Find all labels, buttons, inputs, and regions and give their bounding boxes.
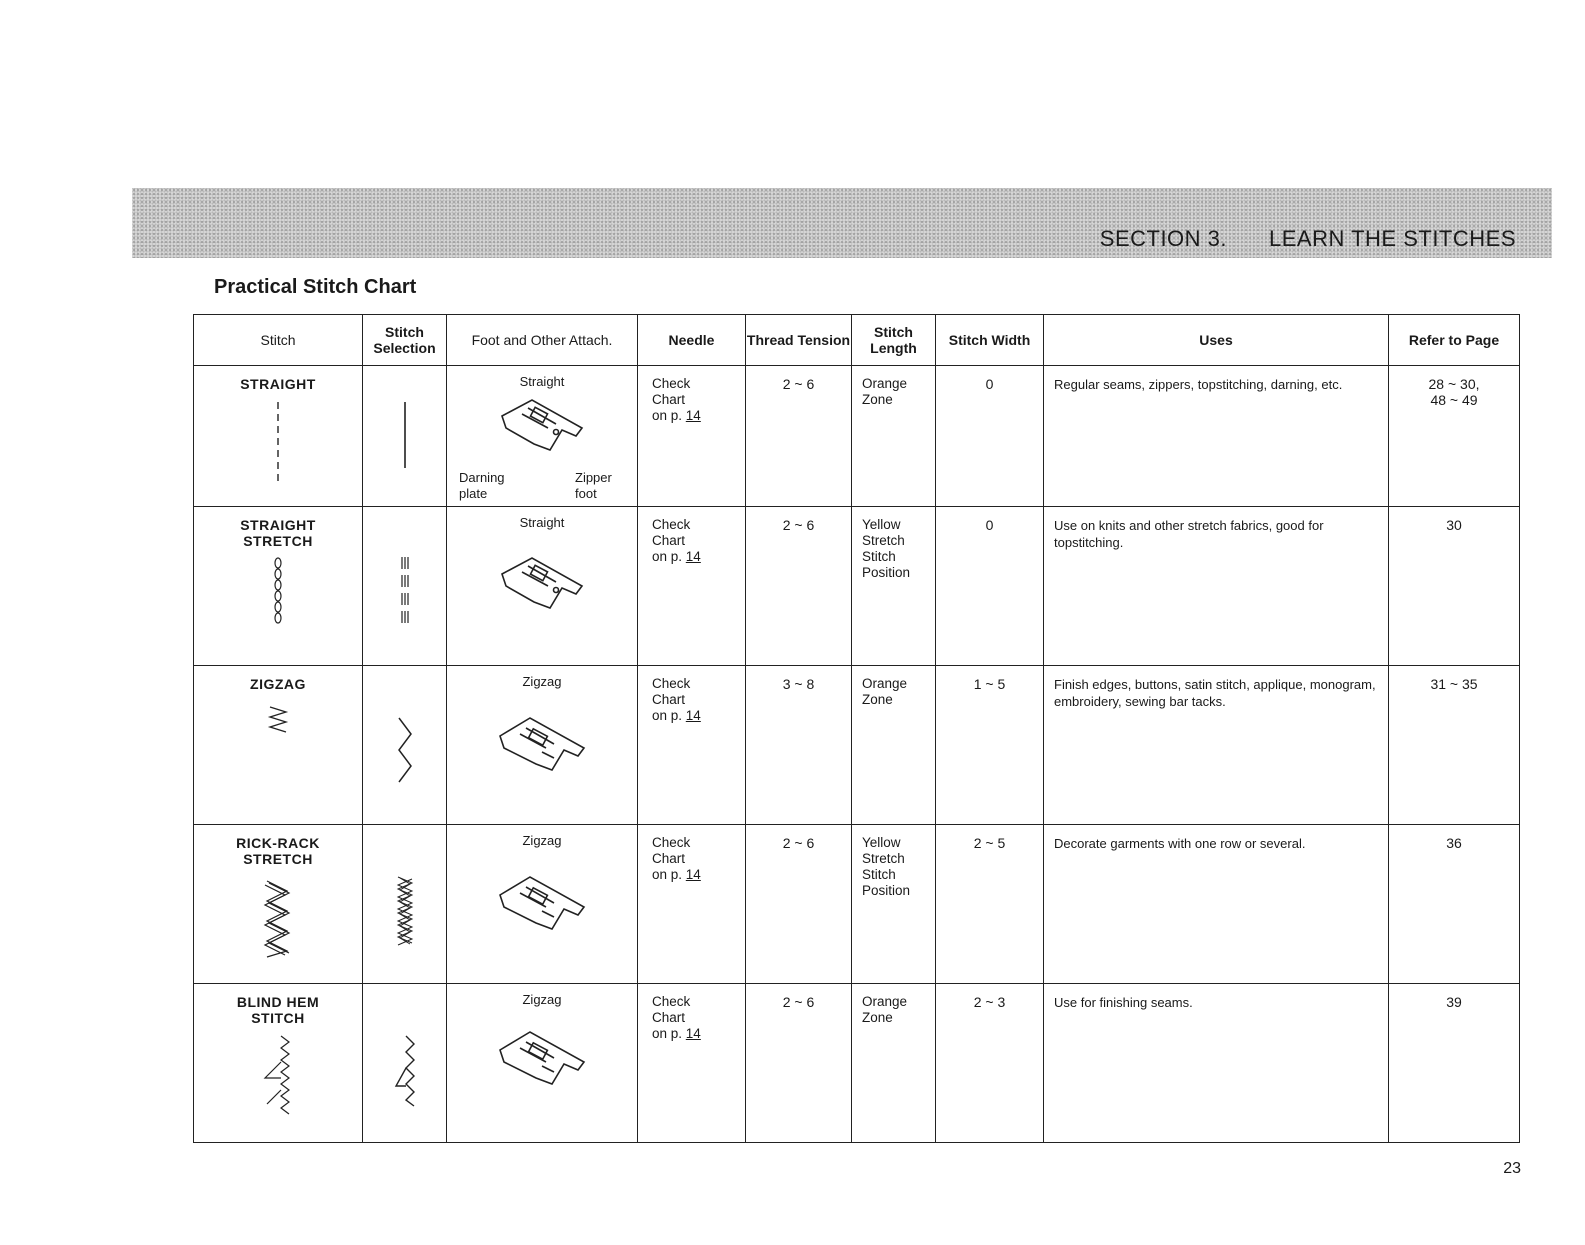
col-width: Stitch Width [936, 315, 1044, 366]
section-number: SECTION 3. [1099, 226, 1228, 251]
col-stitch: Stitch [194, 315, 363, 366]
needle-info: Check Chart on p. 14 [652, 676, 701, 723]
width-value: 0 [985, 376, 994, 392]
width-value: 2 ~ 5 [973, 835, 1006, 851]
page-ref: 36 [1446, 835, 1462, 851]
page-ref: 30 [1446, 517, 1462, 533]
tension-value: 2 ~ 6 [782, 994, 815, 1010]
tension-value: 2 ~ 6 [782, 376, 815, 392]
col-foot: Foot and Other Attach. [447, 315, 638, 366]
zigzag-foot-icon [492, 869, 592, 937]
col-length: Stitch Length [852, 315, 936, 366]
section-title: LEARN THE STITCHES [1269, 226, 1516, 251]
table-row: RICK-RACK STRETCH Zigzag Check Chart on p. 14 2 ~ 6 Yellow Stretch Stitch Position 2 ~ 5 Decorate garments with one row or several. 36 [194, 825, 1520, 984]
uses-text: Use for finishing seams. [1054, 995, 1193, 1010]
selection-zigzag-icon [396, 716, 414, 786]
col-selection: Stitch Selection [363, 315, 447, 366]
foot-label: Zigzag [522, 833, 562, 848]
needle-info: Check Chart on p. 14 [652, 376, 701, 423]
tension-value: 2 ~ 6 [782, 517, 815, 533]
col-page: Refer to Page [1389, 315, 1520, 366]
straight-foot-icon [492, 549, 592, 619]
header-row [194, 315, 1520, 366]
table-row [194, 666, 1520, 825]
table-row: BLIND HEM STITCH Zigzag Check Chart on p. 14 2 ~ 6 Orange Zone 2 ~ 3 Use for finishing seams. 39 [194, 984, 1520, 1143]
zigzag-stitch-icon [267, 704, 289, 734]
chart-title: Practical Stitch Chart [214, 276, 417, 298]
stitch-chart-table [193, 314, 1520, 1143]
section-banner [132, 188, 1552, 258]
length-info: Orange Zone [862, 376, 908, 407]
straight-foot-icon [492, 394, 592, 458]
length-info: Orange Zone [862, 676, 908, 707]
stitch-name: BLIND HEM [236, 994, 320, 1010]
uses-text: Regular seams, zippers, topstitching, darning, etc. [1054, 377, 1343, 392]
needle-info: Check Chart on p. 14 [652, 994, 701, 1041]
selection-rick-rack-icon [395, 875, 415, 949]
straight-stretch-stitch-icon [272, 557, 284, 627]
col-tension: Thread Tension [746, 315, 852, 366]
rick-rack-stitch-icon [263, 877, 293, 961]
blind-hem-stitch-icon [261, 1034, 295, 1118]
needle-info: Check Chart on p. 14 [652, 517, 701, 564]
uses-text: Decorate garments with one row or several. [1054, 836, 1306, 851]
foot-label: Straight [519, 374, 565, 389]
page-ref: 28 ~ 30, 48 ~ 49 [1428, 376, 1480, 408]
page-ref: 31 ~ 35 [1430, 676, 1478, 692]
foot-label: Zigzag [522, 674, 562, 689]
table-row: STRAIGHT Straight Darning plate Zipper foot Check Chart on p. 14 2 ~ 6 Orange Zone 0 Regular seams, zippers, topstitching, darning, etc. 28 ~ 30, 48 ~ 49 [194, 366, 1520, 507]
table-row: STRAIGHT STRETCH Straight Check Chart on p. 14 2 ~ 6 Yellow Stretch Stitch Position 0 Use on knits and other stretch fabrics, good for topstitching. 30 [194, 507, 1520, 666]
width-value: 0 [985, 517, 994, 533]
stitch-name: ZIGZAG [250, 676, 306, 692]
foot-label: Straight [519, 515, 565, 530]
page-number: 23 [1503, 1160, 1521, 1177]
stitch-name: STRAIGHT [240, 517, 316, 533]
zigzag-foot-icon [492, 710, 592, 778]
section-heading [1100, 226, 1516, 252]
length-info: Orange Zone [862, 994, 908, 1025]
zigzag-foot-icon [492, 1024, 592, 1092]
stitch-name: RICK-RACK [236, 835, 320, 851]
col-uses: Uses [1044, 315, 1389, 366]
width-value: 2 ~ 3 [973, 994, 1006, 1010]
tension-value: 2 ~ 6 [782, 835, 815, 851]
needle-info: Check Chart on p. 14 [652, 835, 701, 882]
selection-triple-straight-icon [400, 555, 410, 627]
selection-blind-hem-icon [394, 1034, 416, 1108]
uses-text: Finish edges, buttons, satin stitch, applique, monogram, embroidery, sewing bar tacks. [1054, 677, 1376, 709]
length-info: Yellow Stretch Stitch Position [862, 517, 911, 580]
tension-value: 3 ~ 8 [782, 676, 815, 692]
stitch-name: STRAIGHT [240, 376, 316, 392]
foot-label: Zigzag [522, 992, 562, 1007]
uses-text: Use on knits and other stretch fabrics, good for topstitching. [1054, 518, 1324, 550]
page-ref: 39 [1446, 994, 1462, 1010]
straight-stitch-icon [273, 400, 283, 490]
width-value: 1 ~ 5 [973, 676, 1006, 692]
col-needle: Needle [638, 315, 746, 366]
selection-straight-icon [402, 400, 408, 470]
length-info: Yellow Stretch Stitch Position [862, 835, 911, 898]
